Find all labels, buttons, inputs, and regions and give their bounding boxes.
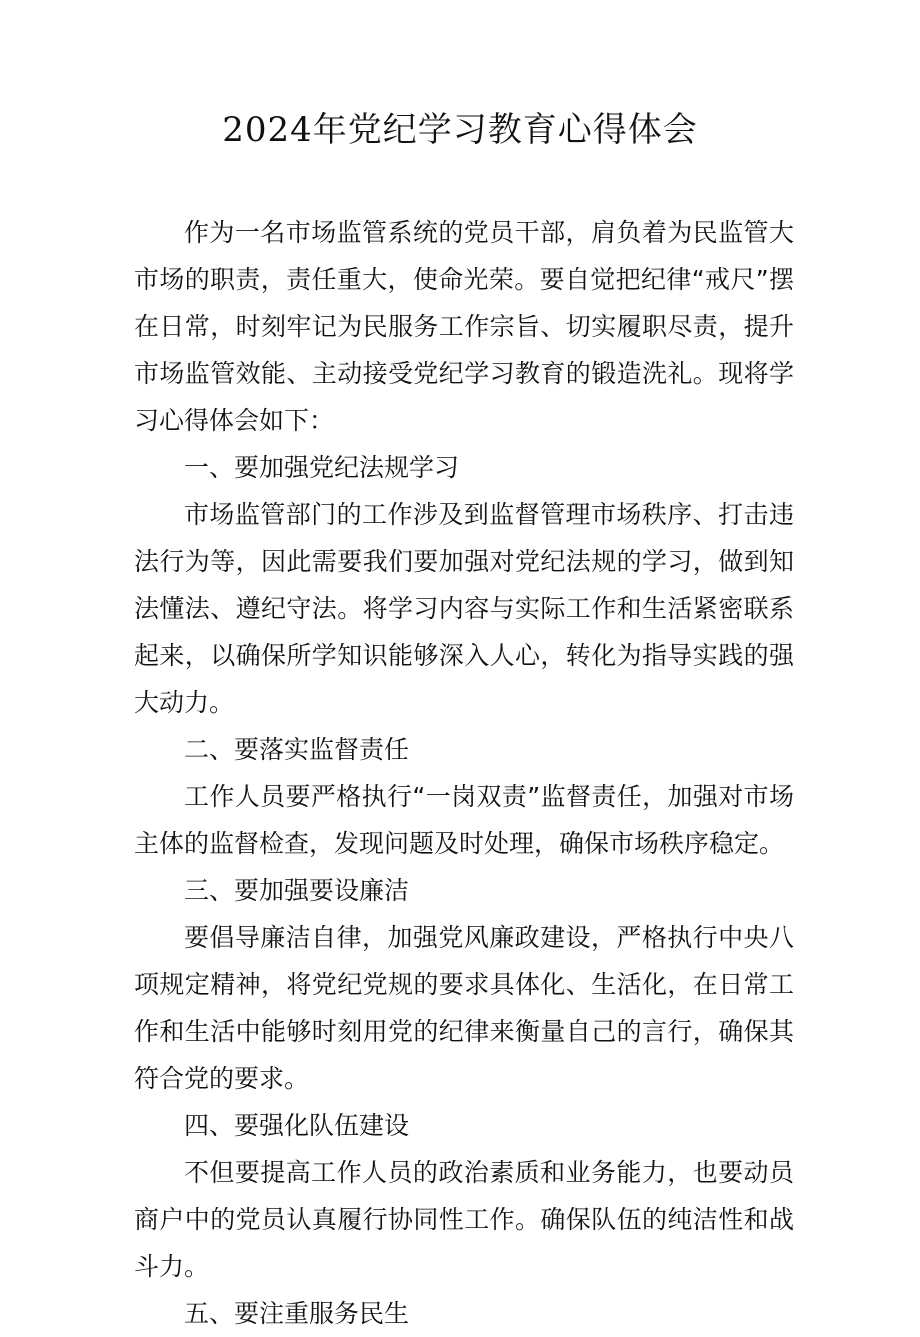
section-heading-2: 二、要落实监督责任	[184, 735, 410, 764]
document-title: 2024年党纪学习教育心得体会	[222, 110, 698, 150]
section-heading-5: 五、要注重服务民生	[184, 1299, 410, 1328]
paragraph-section-3: 要倡导廉洁自律，加强党风廉政建设，严格执行中央八项规定精神，将党纪党规的要求具体化、生活化，在日常工作和生活中能够时刻用党的纪律来衡量自己的言行，确保其符合党的要求。	[134, 923, 794, 1093]
section-heading-3: 三、要加强要设廉洁	[184, 876, 410, 905]
section-heading-4: 四、要强化队伍建设	[184, 1111, 410, 1140]
paragraph-section-1: 市场监管部门的工作涉及到监督管理市场秩序、打击违法行为等，因此需要我们要加强对党纪法规的学习，做到知法懂法、遵纪守法。将学习内容与实际工作和生活紧密联系起来，以确保所学知识能够深入人心，转化为指导实践的强大动力。	[134, 500, 794, 717]
section-heading-1: 一、要加强党纪法规学习	[184, 453, 460, 482]
paragraph-intro: 作为一名市场监管系统的党员干部，肩负着为民监管大市场的职责，责任重大，使命光荣。要自觉把纪律“戒尺”摆在日常，时刻牢记为民服务工作宗旨、切实履职尽责，提升市场监管效能、主动接受党纪学习教育的锻造洗礼。现将学习心得体会如下：	[134, 218, 794, 435]
document-body	[134, 209, 794, 1337]
paragraph-section-4: 不但要提高工作人员的政治素质和业务能力，也要动员商户中的党员认真履行协同性工作。确保队伍的纯洁性和战斗力。	[134, 1158, 794, 1281]
paragraph-section-2: 工作人员要严格执行“一岗双责”监督责任，加强对市场主体的监督检查，发现问题及时处理，确保市场秩序稳定。	[134, 782, 794, 858]
